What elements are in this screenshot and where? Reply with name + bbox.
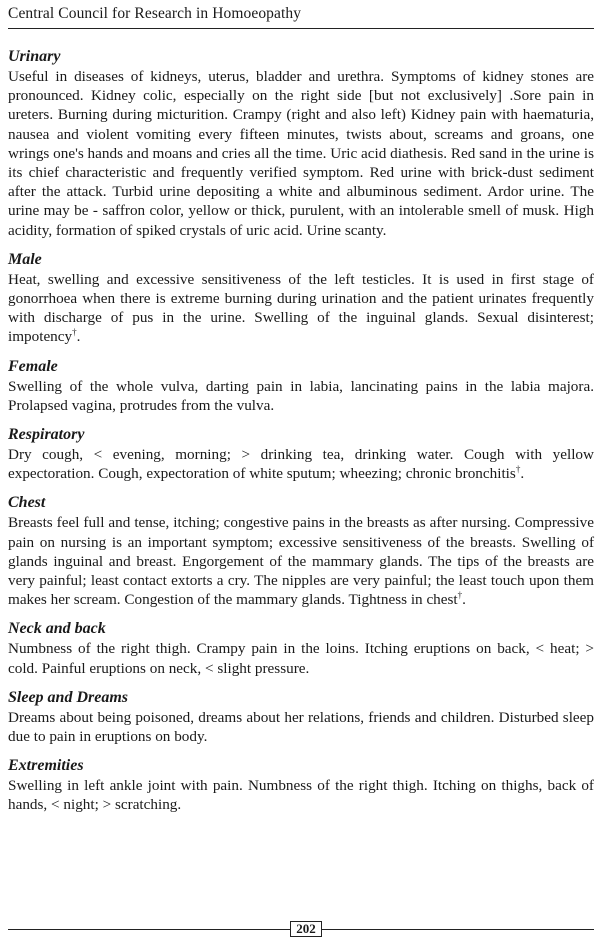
section-heading: Female: [8, 357, 58, 375]
section-text: Dreams about being poisoned, dreams about her relations, friends and children. Disturbed sleep due to pain in eruptions on body.: [8, 708, 594, 746]
section-heading: Extremities: [8, 757, 84, 775]
section-text: Swelling of the whole vulva, darting pain in labia, lancinating pains in the labia majora. Prolapsed vagina, protrudes from the vulva.: [8, 377, 594, 414]
section-female: [8, 357, 594, 415]
section-urinary: [8, 47, 594, 240]
section-text: Useful in diseases of kidneys, uterus, bladder and urethra. Symptoms of kidney stones are pronounced. Kidney colic, especially on the right side [but not exclusively] .Sore pain in ureters. Burning during micturition. Crampy (right and also left) Kidney pain with haematuria, nausea and violent vomiting every fifteen minutes, twists about, screams and groans, one wrings one's hands and moans and cries all the time. Uric acid diathesis. Red sand in the urine is its chief characteristic and frequently verified symptom. Red urine with brick-dust sediment after the attack. Turbid urine depositing a white and albuminous sediment. Ardor urine. The urine may be - saffron color, yellow or thick, purulent, with an intolerable smell of musk. High acidity, formation of spiked crystals of uric acid. Urine scanty.: [8, 68, 594, 239]
section-heading: Respiratory: [8, 426, 85, 444]
section-extremities: [8, 756, 594, 814]
section-chest: [8, 493, 594, 609]
section-text: Breasts feel full and tense, itching; congestive pains in the breasts as after nursing. Compressive pain on nursing is an important symptom; excessive sensitiveness of the breasts. Swelling of glands inguinal and breast. Engorgement of the mammary glands. The tips of the breasts are very painful; least contact extorts a cry. The nipples are very painful; the least touch upon them makes her scream. Congestion of the mammary glands. Tightness in chest†.: [8, 514, 594, 609]
running-header-title: Central Council for Research in Homoeopathy: [8, 5, 302, 22]
footer-rule-left: [8, 929, 290, 930]
section-text: Dry cough, < evening, morning; > drinking tea, drinking water. Cough with yellow expectoration. Cough, expectoration of white sputum; wheezing; chronic bronchitis†.: [8, 446, 594, 483]
section-heading: Male: [8, 250, 42, 268]
page-number: 202: [290, 921, 322, 937]
section-heading: Sleep and Dreams: [8, 688, 128, 706]
footer-rule-right: [322, 929, 594, 930]
dagger-mark: †: [457, 590, 463, 601]
section-text: Swelling in left ankle joint with pain. Numbness of the right thigh. Itching on thighs, back of hands, < night; > scratching.: [8, 777, 594, 814]
section-heading: Chest: [8, 494, 46, 512]
section-respiratory: [8, 425, 594, 483]
section-heading: Urinary: [8, 48, 61, 65]
section-text: Numbness of the right thigh. Crampy pain in the loins. Itching eruptions on back, < heat; > cold. Painful eruptions on neck, < slight pressure.: [8, 640, 594, 677]
dagger-mark: †: [515, 464, 521, 475]
section-text: Heat, swelling and excessive sensitiveness of the left testicles. It is used in first stage of gonorrhoea when there is extreme burning during urination and the patient urinates frequently with discharge of pus in the urine. Swelling of the inguinal glands. Sexual disinterest; impotency†.: [8, 270, 594, 346]
section-sleep-and-dreams: [8, 688, 594, 746]
section-neck-and-back: [8, 619, 594, 677]
dagger-mark: †: [72, 327, 77, 338]
page-content: [8, 47, 594, 825]
section-male: [8, 250, 594, 347]
page-header: [8, 2, 594, 29]
section-heading: Neck and back: [8, 620, 106, 638]
